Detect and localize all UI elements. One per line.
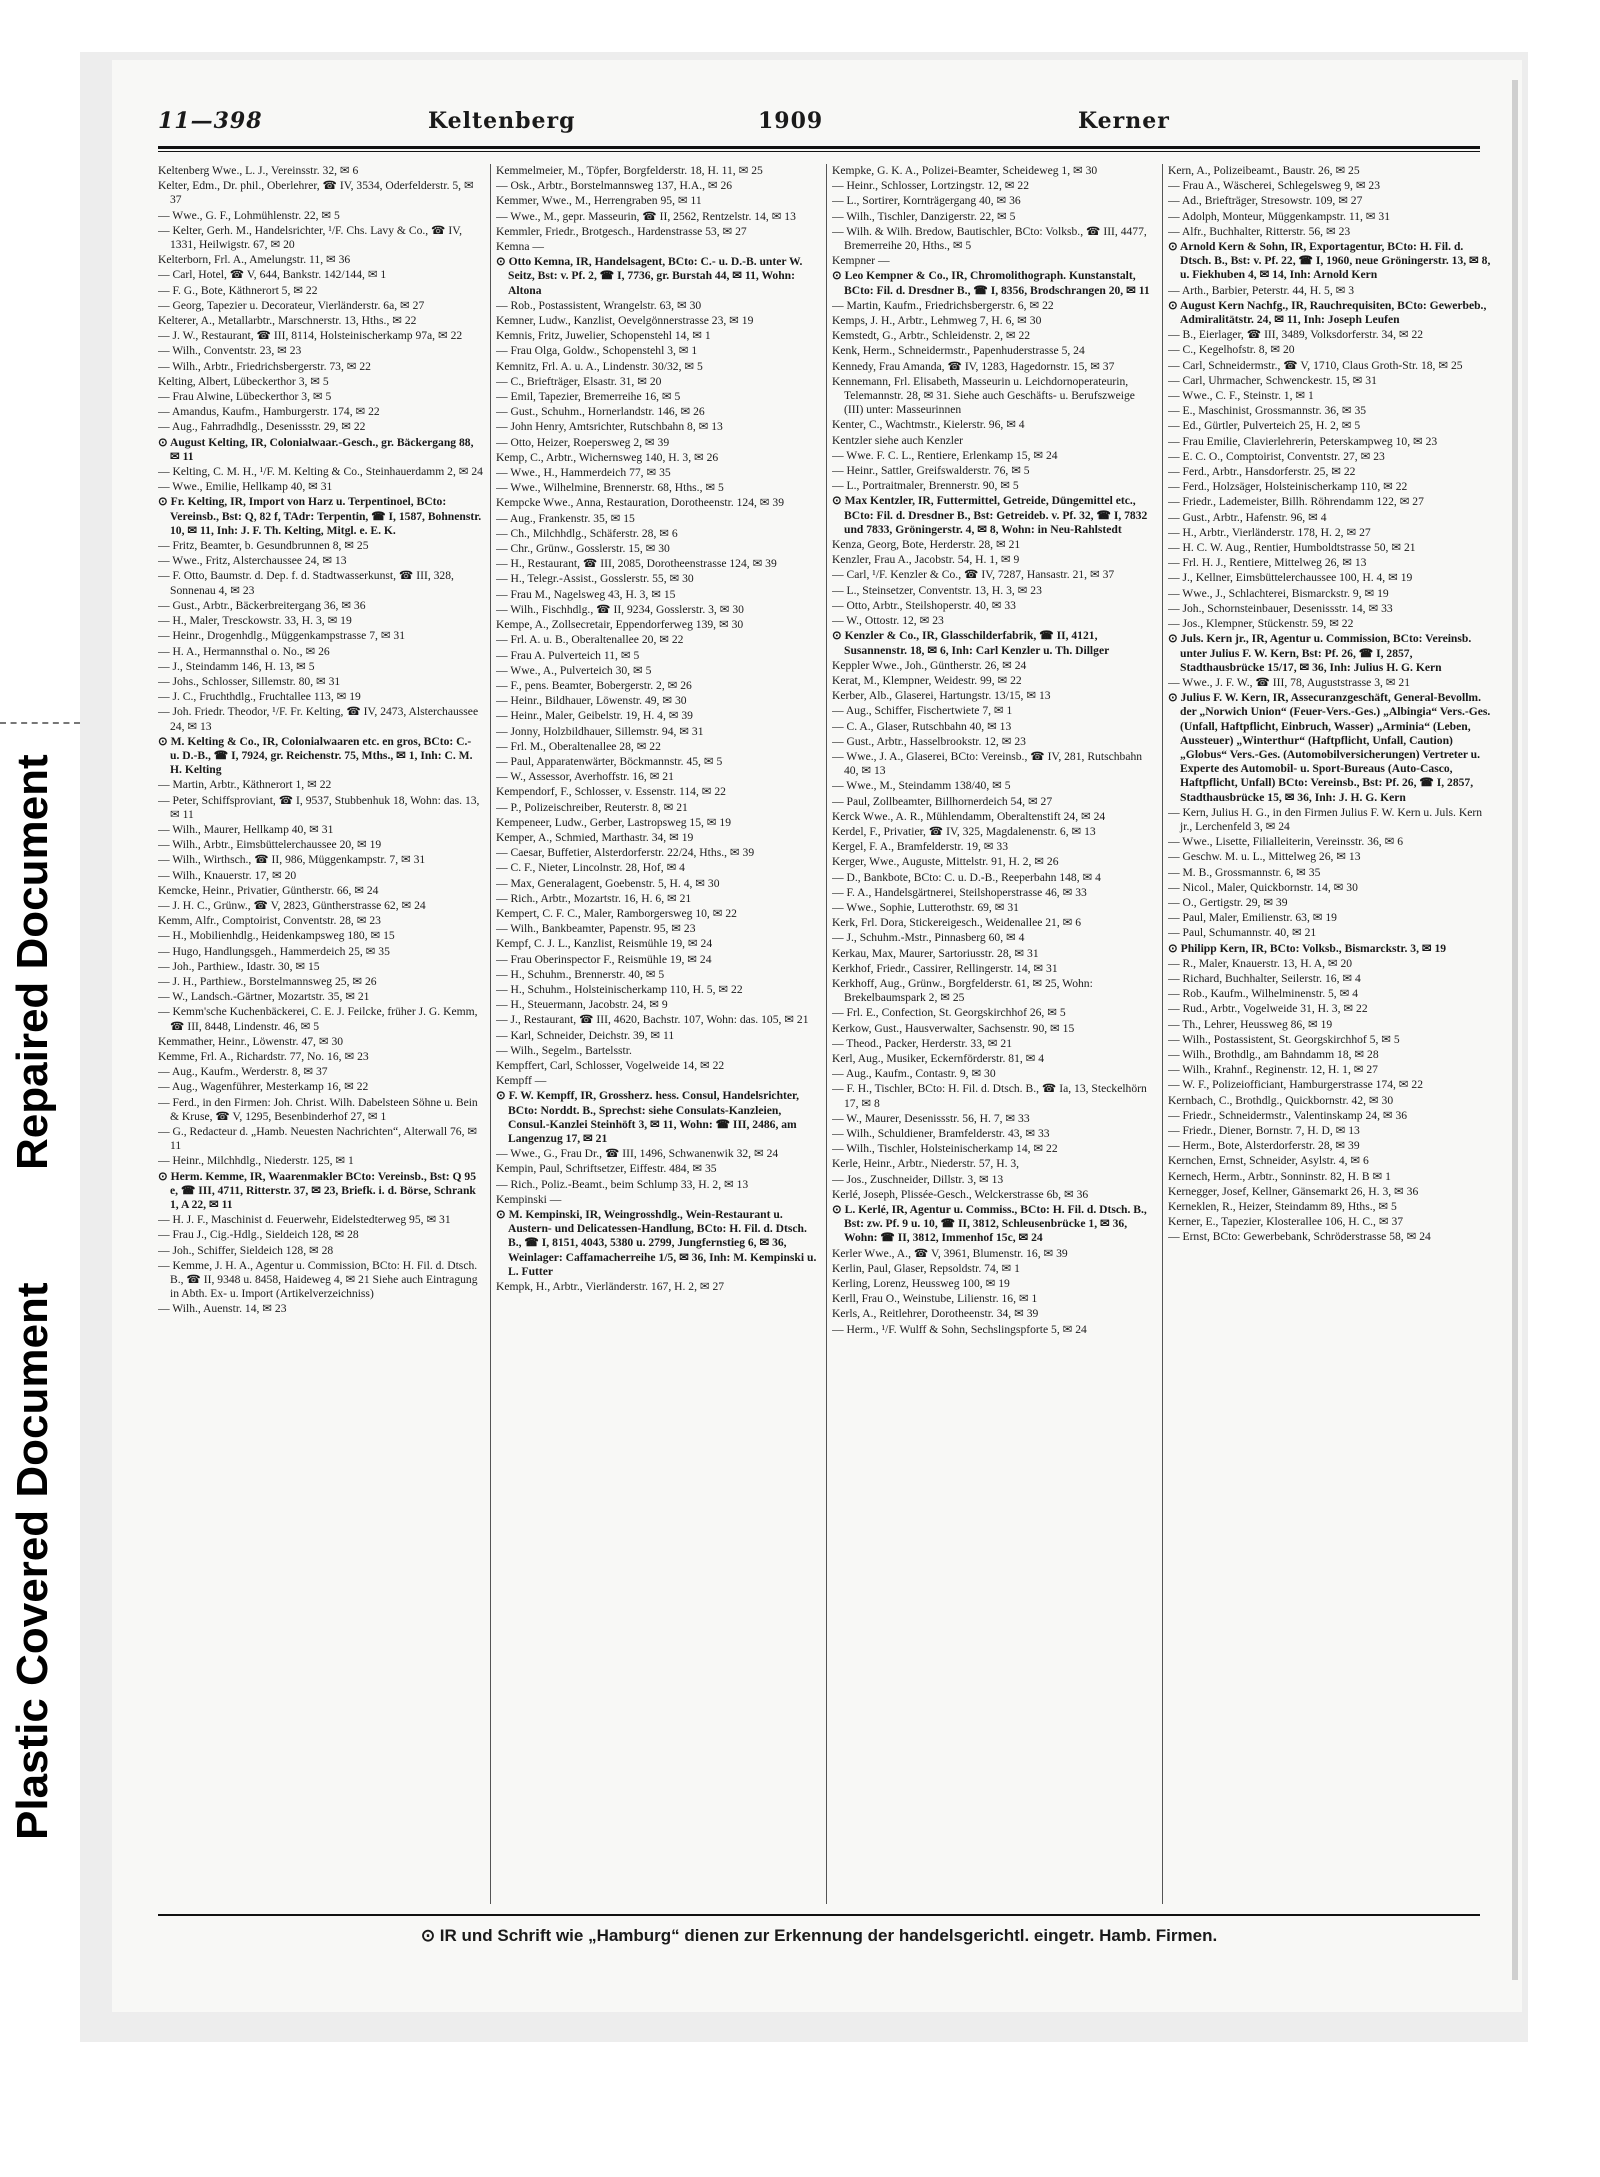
directory-entry: — Johs., Schlosser, Sillemstr. 80, ✉ 31 bbox=[158, 674, 341, 688]
directory-entry: — H., Schuhm., Brennerstr. 40, ✉ 5 bbox=[496, 967, 665, 981]
directory-entry: — Martin, Arbtr., Käthnerort 1, ✉ 22 bbox=[158, 778, 332, 792]
directory-entry: Kerkhoff, Aug., Grünw., Borgfelderstr. 61, ✉ 25, Wohn: Brekelbaumspark 2, ✉ 25 bbox=[832, 976, 1093, 1005]
directory-entry: — Friedr., Diener, Bornstr. 7, H. D, ✉ 13 bbox=[1168, 1124, 1360, 1137]
directory-entry: — B., Eierlager, ☎ III, 3489, Volksdorferstr. 34, ✉ 22 bbox=[1168, 328, 1424, 342]
divider-dashed bbox=[0, 722, 80, 724]
directory-entry: — Max, Generalagent, Goebenstr. 5, H. 4, ✉ 30 bbox=[496, 876, 720, 890]
directory-entry: — W., Assessor, Averhoffstr. 16, ✉ 21 bbox=[496, 770, 674, 784]
directory-entry: — Aug., Kaufm., Werderstr. 8, ✉ 37 bbox=[158, 1065, 328, 1079]
directory-entry: — C., Kegelhofstr. 8, ✉ 20 bbox=[1168, 343, 1295, 357]
directory-entry: Kemcke, Heinr., Privatier, Güntherstr. 66, ✉ 24 bbox=[158, 883, 379, 897]
directory-entry: Kemper, A., Schmied, Marthastr. 34, ✉ 19 bbox=[496, 830, 694, 844]
directory-entry: Kempke, G. K. A., Polizei-Beamter, Scheideweg 1, ✉ 30 bbox=[832, 164, 1098, 177]
directory-entry: — Caesar, Buffetier, Alsterdorferstr. 22/24, Hths., ✉ 39 bbox=[496, 846, 755, 860]
directory-entry: — Wwe., J. F. W., ☎ III, 78, Auguststrasse 3, ✉ 21 bbox=[1168, 675, 1411, 689]
directory-entry: Kenter, C., Wachtmstr., Kielerstr. 96, ✉ 4 bbox=[832, 418, 1025, 432]
directory-entry: — W., Landsch.-Gärtner, Mozartstr. 35, ✉ 21 bbox=[158, 990, 370, 1004]
directory-entry: — Heinr., Schlosser, Lortzingstr. 12, ✉ 22 bbox=[832, 179, 1029, 193]
directory-entry: — F. Otto, Baumstr. d. Dep. f. d. Stadtwasserkunst, ☎ III, 328, Sonnenau 4, ✉ 23 bbox=[158, 569, 454, 597]
directory-entry: — F. A., Handelsgärtnerei, Steilshoperstrasse 46, ✉ 33 bbox=[832, 885, 1087, 899]
directory-entry: — Wwe., Emilie, Hellkamp 40, ✉ 31 bbox=[158, 480, 333, 494]
directory-entry: ⊙ M. Kelting & Co., IR, Colonialwaaren etc. en gros, BCto: C.- u. D.-B., ☎ I, 7924, gr. Reichenstr. 75, Mths., ✉ 1, Inh: C. M. H. Kelting bbox=[158, 734, 473, 777]
directory-entry: — Wilh., Tischler, Danzigerstr. 22, ✉ 5 bbox=[832, 209, 1016, 223]
directory-entry: — Joh., Schornsteinbauer, Desenissstr. 14, ✉ 33 bbox=[1168, 601, 1393, 615]
column-divider bbox=[1162, 164, 1163, 1904]
directory-entry: Kernegger, Josef, Kellner, Gänsemarkt 26, H. 3, ✉ 36 bbox=[1168, 1184, 1419, 1198]
directory-entry: — Otto, Arbtr., Steilshoperstr. 40, ✉ 33 bbox=[832, 598, 1016, 612]
directory-entry: Kemnitz, Frl. A. u. A., Lindenstr. 30/32, ✉ 5 bbox=[496, 359, 703, 373]
directory-entry: — Amandus, Kaufm., Hamburgerstr. 174, ✉ 22 bbox=[158, 405, 380, 419]
directory-entry: — Joh., Schiffer, Sieldeich 128, ✉ 28 bbox=[158, 1243, 334, 1257]
directory-entry: — Frau Alwine, Lübeckerthor 3, ✉ 5 bbox=[158, 390, 332, 404]
directory-entry: — Fritz, Beamter, b. Gesundbrunnen 8, ✉ 25 bbox=[158, 539, 369, 553]
directory-entry: — E. C. O., Comptoirist, Conventstr. 27, ✉ 23 bbox=[1168, 449, 1385, 463]
repaired-document-label: Repaired Document bbox=[8, 754, 57, 1170]
directory-entry: — Emil, Tapezier, Bremerreihe 16, ✉ 5 bbox=[496, 390, 681, 404]
directory-entry: — Frau Emilie, Clavierlehrerin, Peterskampweg 10, ✉ 23 bbox=[1168, 434, 1438, 448]
directory-entry: — Aug., Schiffer, Fischertwiete 7, ✉ 1 bbox=[832, 704, 1013, 718]
directory-entry: — Wilh., Arbtr., Friedrichsbergerstr. 73, ✉ 22 bbox=[158, 359, 371, 373]
directory-entry: Kempk, H., Arbtr., Vierländerstr. 167, H. 2, ✉ 27 bbox=[496, 1280, 725, 1294]
plastic-covered-document-label: Plastic Covered Document bbox=[8, 1282, 57, 1840]
header-last-entry: Kerner bbox=[1078, 108, 1170, 134]
directory-entry: — Rich., Arbtr., Mozartstr. 16, H. 6, ✉ 21 bbox=[496, 891, 692, 905]
directory-entry: — Wilh., Conventstr. 23, ✉ 23 bbox=[158, 344, 302, 358]
directory-entry: Kemps, J. H., Arbtr., Lehmweg 7, H. 6, ✉ 30 bbox=[832, 314, 1042, 328]
directory-entry: — M. B., Grossmannstr. 6, ✉ 35 bbox=[1168, 865, 1321, 879]
directory-entry: Kenzler, Frau A., Jacobstr. 54, H. 1, ✉ 9 bbox=[832, 553, 1020, 567]
directory-entry: — Gust., Arbtr., Hafenstr. 96, ✉ 4 bbox=[1168, 510, 1327, 524]
directory-column-3 bbox=[832, 164, 1157, 1904]
directory-entry: — Kern, Julius H. G., in den Firmen Julius F. W. Kern u. Juls. Kern jr., Lerchenfeld 3, ✉ 24 bbox=[1168, 805, 1483, 833]
directory-entry: — Frl. E., Confection, St. Georgskirchhof 26, ✉ 5 bbox=[832, 1006, 1066, 1020]
directory-entry: Kennemann, Frl. Elisabeth, Masseurin u. Leichdornoperateurin, Telemannstr. 28, ✉ 31. Siehe auch Geschäfts- u. Berufszweige (III) unter: Masseurinnen bbox=[832, 374, 1135, 417]
directory-entry: ⊙ Herm. Kemme, IR, Waarenmakler BCto: Vereinsb., Bst: Q 95 e, ☎ III, 4711, Ritterstr. 37, ✉ 23, Briefk. i. d. Börse, Schrank 1, A 22, ✉ 11 bbox=[158, 1169, 477, 1212]
directory-entry: — L., Steinsetzer, Conventstr. 13, H. 3, ✉ 23 bbox=[832, 583, 1042, 597]
directory-entry: — Wwe., G., Frau Dr., ☎ III, 1496, Schwanenwik 32, ✉ 24 bbox=[496, 1147, 779, 1161]
directory-entry: Kergel, F. A., Bramfelderstr. 19, ✉ 33 bbox=[832, 840, 1009, 854]
directory-entry: Kempendorf, F., Schlosser, v. Essenstr. 114, ✉ 22 bbox=[496, 785, 726, 799]
directory-entry: — Jos., Zuschneider, Dillstr. 3, ✉ 13 bbox=[832, 1172, 1004, 1186]
directory-entry: — Joh., Parthiew., Idastr. 30, ✉ 15 bbox=[158, 959, 320, 973]
directory-entry: — Wwe., C. F., Steinstr. 1, ✉ 1 bbox=[1168, 389, 1314, 403]
directory-entry: — D., Bankbote, BCto: C. u. D.-B., Reeperbahn 148, ✉ 4 bbox=[832, 870, 1101, 884]
directory-entry: Kerkau, Max, Maurer, Sartoriusstr. 28, ✉ 31 bbox=[832, 946, 1039, 960]
directory-entry: — Wwe., Fritz, Alsterchaussee 24, ✉ 13 bbox=[158, 554, 347, 568]
header-year: 1909 bbox=[758, 108, 824, 134]
directory-entry: — Frl. A. u. B., Oberaltenallee 20, ✉ 22 bbox=[496, 633, 684, 647]
directory-entry: — Alfr., Buchhalter, Ritterstr. 56, ✉ 23 bbox=[1168, 224, 1351, 238]
directory-entry: — L., Sortirer, Kornträgergang 40, ✉ 36 bbox=[832, 194, 1021, 208]
directory-entry: — Aug., Wagenführer, Mesterkamp 16, ✉ 22 bbox=[158, 1080, 369, 1094]
directory-entry: Kempinski — bbox=[496, 1192, 562, 1206]
directory-entry: Kerdel, F., Privatier, ☎ IV, 325, Magdalenenstr. 6, ✉ 13 bbox=[832, 824, 1096, 838]
directory-entry: — Rob., Postassistent, Wrangelstr. 63, ✉ 30 bbox=[496, 298, 702, 312]
directory-entry: — Ch., Milchhdlg., Schäferstr. 28, ✉ 6 bbox=[496, 526, 678, 540]
directory-entry: — Herm., ¹/F. Wulff & Sohn, Sechslingspforte 5, ✉ 24 bbox=[832, 1322, 1087, 1336]
directory-entry: Kempcke Wwe., Anna, Restauration, Dorotheenstr. 124, ✉ 39 bbox=[496, 496, 785, 510]
directory-entry: — H., Schuhm., Holsteinischerkamp 110, H. 5, ✉ 22 bbox=[496, 982, 743, 996]
directory-entry: — Wilh., Knauerstr. 17, ✉ 20 bbox=[158, 868, 297, 882]
directory-entry: — Wilh. & Wilh. Bredow, Bautischler, BCto: Volksb., ☎ III, 4477, Bremerreihe 20, Hths., ✉ 5 bbox=[832, 224, 1147, 253]
directory-entry: — H. J. F., Maschinist d. Feuerwehr, Eidelstedterweg 95, ✉ 31 bbox=[158, 1213, 451, 1227]
directory-entry: — Aug., Frankenstr. 35, ✉ 15 bbox=[496, 511, 635, 525]
directory-entry: Kerck Wwe., A. R., Mühlendamm, Oberaltenstift 24, ✉ 24 bbox=[832, 809, 1106, 823]
directory-entry: ⊙ Arnold Kern & Sohn, IR, Exportagentur, BCto: H. Fil. d. Dtsch. B., Bst: v. Pf. 22, ☎ I, 1960, neue Gröningerstr. 13, ✉ 8, u. Fiekhuben 4, ✉ 14, Inh: Arnold Kern bbox=[1168, 240, 1491, 282]
directory-entry: — Paul, Zollbeamter, Billhornerdeich 54, ✉ 27 bbox=[832, 794, 1053, 808]
page-number: 11—398 bbox=[158, 108, 263, 134]
directory-entry: ⊙ Fr. Kelting, IR, Import von Harz u. Terpentinoel, BCto: Vereinsb., Bst: Q, 82 f, TAdr: Terpentin, ☎ I, 1587, Bohnenstr. 10, ✉ 11, Inh: J. F. Th. Kelting, Mitgl. e. E. K. bbox=[158, 495, 482, 537]
directory-entry: — Frau A. Pulverteich 11, ✉ 5 bbox=[496, 648, 640, 662]
directory-entry: Kemstedt, G., Arbtr., Schleidenstr. 2, ✉ 22 bbox=[832, 329, 1031, 343]
directory-entry: — Karl, Schneider, Deichstr. 39, ✉ 11 bbox=[496, 1028, 675, 1042]
directory-entry: — Otto, Heizer, Roepersweg 2, ✉ 39 bbox=[496, 435, 670, 449]
column-divider bbox=[826, 164, 827, 1904]
directory-entry: — C. A., Glaser, Rutschbahn 40, ✉ 13 bbox=[832, 719, 1012, 733]
directory-entry: — W., Ottostr. 12, ✉ 23 bbox=[832, 614, 944, 628]
directory-entry: — H., Maler, Tresckowstr. 33, H. 3, ✉ 19 bbox=[158, 614, 352, 628]
directory-entry: — Heinr., Bildhauer, Löwenstr. 49, ✉ 30 bbox=[496, 694, 687, 708]
directory-entry: — W., Maurer, Desenissstr. 56, H. 7, ✉ 33 bbox=[832, 1111, 1030, 1125]
directory-entry: Kerkow, Gust., Hausverwalter, Sachsenstr. 90, ✉ 15 bbox=[832, 1021, 1075, 1035]
directory-entry: Kemmler, Friedr., Brotgesch., Hardenstrasse 53, ✉ 27 bbox=[496, 224, 747, 238]
sidebar-margin bbox=[0, 0, 80, 2177]
directory-entry: — Friedr., Schneidermstr., Valentinskamp 24, ✉ 36 bbox=[1168, 1108, 1408, 1122]
directory-entry: Kemme, Frl. A., Richardstr. 77, No. 16, ✉ 23 bbox=[158, 1049, 369, 1063]
directory-entry: — Richard, Buchhalter, Seilerstr. 16, ✉ 4 bbox=[1168, 971, 1361, 985]
directory-entry: Kerling, Lorenz, Heussweg 100, ✉ 19 bbox=[832, 1277, 1010, 1291]
directory-entry: — J., Schuhm.-Mstr., Pinnasberg 60, ✉ 4 bbox=[832, 931, 1025, 945]
directory-entry: — Nicol., Maler, Quickbornstr. 14, ✉ 30 bbox=[1168, 880, 1358, 894]
directory-entry: Kenza, Georg, Bote, Herderstr. 28, ✉ 21 bbox=[832, 538, 1021, 552]
directory-entry: Kelter, Edm., Dr. phil., Oberlehrer, ☎ IV, 3534, Oderfelderstr. 5, ✉ 37 bbox=[158, 179, 474, 207]
directory-entry: Kempe, A., Zollsecretair, Eppendorferweg 139, ✉ 30 bbox=[496, 618, 744, 632]
directory-entry: — Ad., Briefträger, Stresowstr. 109, ✉ 27 bbox=[1168, 194, 1363, 208]
directory-entry: Kennedy, Frau Amanda, ☎ IV, 1283, Hagedornstr. 15, ✉ 37 bbox=[832, 359, 1115, 373]
directory-entry: — Rud., Arbtr., Vogelweide 31, H. 3, ✉ 22 bbox=[1168, 1002, 1368, 1016]
directory-entry: — Aug., Fahrradhdlg., Desenissstr. 29, ✉ 22 bbox=[158, 420, 366, 434]
directory-entry: — Wilh., Auenstr. 14, ✉ 23 bbox=[158, 1302, 287, 1316]
directory-entry: — Frl. M., Oberaltenallee 28, ✉ 22 bbox=[496, 739, 661, 753]
directory-entry: — Wilh., Wirthsch., ☎ II, 986, Müggenkampstr. 7, ✉ 31 bbox=[158, 853, 426, 867]
directory-entry: Kerneklen, R., Heizer, Steindamm 89, Hths., ✉ 5 bbox=[1168, 1200, 1397, 1214]
directory-entry: Kerk, Frl. Dora, Stickereigesch., Weidenallee 21, ✉ 6 bbox=[832, 916, 1082, 930]
directory-entry: — Frau Oberinspector F., Reismühle 19, ✉ 24 bbox=[496, 952, 712, 966]
directory-entry: — Paul, Apparatenwärter, Böckmannstr. 45, ✉ 5 bbox=[496, 754, 723, 768]
directory-entry: Kernbach, C., Brothdlg., Quickbornstr. 42, ✉ 30 bbox=[1168, 1093, 1394, 1107]
directory-entry: Kerls, A., Reitlehrer, Dorotheenstr. 34, ✉ 39 bbox=[832, 1307, 1039, 1321]
directory-entry: Kerlé, Joseph, Plissée-Gesch., Welckerstrasse 6b, ✉ 36 bbox=[832, 1187, 1089, 1201]
directory-entry: — Heinr., Sattler, Greifswalderstr. 76, ✉ 5 bbox=[832, 464, 1030, 478]
directory-entry: — Paul, Maler, Emilienstr. 63, ✉ 19 bbox=[1168, 911, 1337, 925]
directory-entry: — Ferd., in den Firmen: Joh. Christ. Wilh. Dabelsteen Söhne u. Bein & Kruse, ☎ V, 1295, Besenbinderhof 27, ✉ 1 bbox=[158, 1095, 478, 1123]
directory-entry: — C., Briefträger, Elsastr. 31, ✉ 20 bbox=[496, 374, 662, 388]
directory-entry: — J. H. C., Grünw., ☎ V, 2823, Güntherstrasse 62, ✉ 24 bbox=[158, 898, 426, 912]
directory-entry: — Rich., Poliz.-Beamt., beim Schlump 33, H. 2, ✉ 13 bbox=[496, 1177, 749, 1191]
directory-entry: — J., Kellner, Eimsbüttelerchaussee 100, H. 4, ✉ 19 bbox=[1168, 571, 1413, 585]
directory-entry: — Wwe., M., gepr. Masseurin, ☎ II, 2562, Rentzelstr. 14, ✉ 13 bbox=[496, 209, 796, 223]
header-first-entry: Keltenberg bbox=[428, 108, 576, 134]
directory-entry: Kemmather, Heinr., Löwenstr. 47, ✉ 30 bbox=[158, 1034, 344, 1048]
directory-entry: — Kelting, C. M. H., ¹/F. M. Kelting & Co., Steinhauerdamm 2, ✉ 24 bbox=[158, 465, 483, 479]
directory-entry: — Wwe., M., Steindamm 138/40, ✉ 5 bbox=[832, 779, 1011, 793]
directory-entry: — Paul, Schumannstr. 40, ✉ 21 bbox=[1168, 926, 1317, 940]
directory-entry: Kentzler siehe auch Kenzler bbox=[832, 433, 964, 447]
directory-entry: — Hugo, Handlungsgeh., Hammerdeich 25, ✉ 35 bbox=[158, 944, 390, 958]
directory-entry: — Frau M., Nagelsweg 43, H. 3, ✉ 15 bbox=[496, 587, 676, 601]
directory-entry: Kempf, C. J. L., Kanzlist, Reismühle 19, ✉ 24 bbox=[496, 937, 713, 951]
directory-entry: — F. H., Tischler, BCto: H. Fil. d. Dtsch. B., ☎ Ia, 13, Steckelhörn 17, ✉ 8 bbox=[832, 1082, 1147, 1110]
directory-entry: — O., Gertigstr. 29, ✉ 39 bbox=[1168, 895, 1288, 909]
directory-entry: — Wilh., Brothdlg., am Bahndamm 18, ✉ 28 bbox=[1168, 1047, 1379, 1061]
directory-entry: — Rob., Kaufm., Wilhelminenstr. 5, ✉ 4 bbox=[1168, 987, 1359, 1001]
directory-entry: Kernech, Herm., Arbtr., Sonninstr. 82, H. B ✉ 1 bbox=[1168, 1169, 1391, 1183]
directory-column-1 bbox=[158, 164, 483, 1904]
directory-entry: Kenk, Herm., Schneidermstr., Papenhuderstrasse 5, 24 bbox=[832, 344, 1085, 358]
directory-entry: Kempner — bbox=[832, 254, 890, 268]
directory-entry: — Ed., Gürtler, Pulverteich 25, H. 2, ✉ 5 bbox=[1168, 419, 1361, 433]
directory-entry: — F. G., Bote, Käthnerort 5, ✉ 22 bbox=[158, 283, 318, 297]
directory-entry: — H., Telegr.-Assist., Gosslerstr. 55, ✉ 30 bbox=[496, 572, 694, 586]
directory-entry: ⊙ F. W. Kempff, IR, Grossherz. hess. Consul, Handelsrichter, BCto: Norddt. B., Sprechst: siehe Consulats-Kanzleien, Consul.-Kanzlei Steinhöft 3, ✉ 11, Wohn: ☎ III, 2486, am Langenzug 17, ✉ 21 bbox=[496, 1089, 800, 1145]
column-divider bbox=[490, 164, 491, 1904]
directory-entry: — Frau J., Cig.-Hdlg., Sieldeich 128, ✉ 28 bbox=[158, 1228, 359, 1242]
directory-entry: — John Henry, Amtsrichter, Rutschbahn 8, ✉ 13 bbox=[496, 420, 723, 434]
directory-entry: Kerl, Aug., Musiker, Eckernförderstr. 81, ✉ 4 bbox=[832, 1051, 1045, 1065]
directory-entry: — Kemm'sche Kuchenbäckerei, C. E. J. Feilcke, früher J. G. Kemm, ☎ III, 8448, Lindenstr. 46, ✉ 5 bbox=[158, 1005, 478, 1033]
directory-entry: Kerber, Alb., Glaserei, Hartungstr. 13/15, ✉ 13 bbox=[832, 689, 1051, 703]
directory-entry: — Georg, Tapezier u. Decorateur, Vierländerstr. 6a, ✉ 27 bbox=[158, 298, 425, 312]
directory-entry: — Carl, Uhrmacher, Schwenckestr. 15, ✉ 31 bbox=[1168, 373, 1377, 387]
directory-entry: — Wwe., G. F., Lohmühlenstr. 22, ✉ 5 bbox=[158, 208, 340, 222]
directory-entry: — P., Polizeischreiber, Reuterstr. 8, ✉ 21 bbox=[496, 800, 688, 814]
directory-entry: — Wwe., Lisette, Filialleiterin, Vereinsstr. 36, ✉ 6 bbox=[1168, 835, 1404, 849]
directory-entry: — Peter, Schiffsproviant, ☎ I, 9537, Stubbenhuk 18, Wohn: das. 13, ✉ 11 bbox=[158, 793, 480, 821]
directory-entry: — H., Restaurant, ☎ III, 2085, Dorotheenstrasse 124, ✉ 39 bbox=[496, 557, 777, 571]
directory-entry: Kelterer, A., Metallarbtr., Marschnerstr. 13, Hths., ✉ 22 bbox=[158, 314, 417, 328]
directory-entry: Kerkhof, Friedr., Cassirer, Rellingerstr. 14, ✉ 31 bbox=[832, 961, 1058, 975]
directory-entry: — Friedr., Lademeister, Billh. Röhrendamm 122, ✉ 27 bbox=[1168, 495, 1424, 509]
directory-entry: — Wwe. F. C. L., Rentiere, Erlenkamp 15, ✉ 24 bbox=[832, 448, 1058, 462]
directory-entry: Kerger, Wwe., Auguste, Mittelstr. 91, H. 2, ✉ 26 bbox=[832, 855, 1059, 869]
directory-entry: — Joh. Friedr. Theodor, ¹/F. Fr. Kelting, ☎ IV, 2473, Alsterchaussee 24, ✉ 13 bbox=[158, 705, 479, 733]
directory-entry: Kerner, E., Tapezier, Klosterallee 106, H. C., ✉ 37 bbox=[1168, 1215, 1404, 1229]
directory-entry: — Wwe., A., Pulverteich 30, ✉ 5 bbox=[496, 663, 652, 677]
directory-entry: ⊙ Kenzler & Co., IR, Glasschilderfabrik, ☎ II, 4121, Susannenstr. 18, ✉ 6, Inh: Carl Kenzler u. Th. Dillger bbox=[832, 629, 1110, 657]
directory-entry: Kemner, Ludw., Kanzlist, Oevelgönnerstrasse 23, ✉ 19 bbox=[496, 314, 754, 328]
directory-entry: — Ernst, BCto: Gewerbebank, Schröderstrasse 58, ✉ 24 bbox=[1168, 1230, 1431, 1244]
directory-entry: — J. W., Restaurant, ☎ III, 8114, Holsteinischerkamp 97a, ✉ 22 bbox=[158, 329, 463, 343]
directory-entry: — Carl, Hotel, ☎ V, 644, Bankstr. 142/144, ✉ 1 bbox=[158, 268, 387, 282]
directory-entry: — Wwe., H., Hammerdeich 77, ✉ 35 bbox=[496, 466, 671, 480]
directory-entry: — Heinr., Drogenhdlg., Müggenkampstrasse 7, ✉ 31 bbox=[158, 629, 406, 643]
directory-entry: — Jos., Klempner, Stückenstr. 59, ✉ 22 bbox=[1168, 617, 1354, 631]
directory-entry: — W. F., Polizeiofficiant, Hamburgerstrasse 174, ✉ 22 bbox=[1168, 1078, 1424, 1092]
directory-entry: Kerler Wwe., A., ☎ V, 3961, Blumenstr. 16, ✉ 39 bbox=[832, 1246, 1068, 1260]
directory-entry: — Wilh., Tischler, Holsteinischerkamp 14, ✉ 22 bbox=[832, 1142, 1058, 1156]
directory-entry: — Gust., Arbtr., Hasselbrookstr. 12, ✉ 23 bbox=[832, 734, 1026, 748]
directory-entry: Kempeneer, Ludw., Gerber, Lastropsweg 15, ✉ 19 bbox=[496, 815, 732, 829]
directory-entry: — Gust., Arbtr., Bäckerbreitergang 36, ✉ 36 bbox=[158, 598, 366, 612]
directory-entry: ⊙ August Kelting, IR, Colonialwaar.-Gesch., gr. Bäckergang 88, ✉ 11 bbox=[158, 435, 474, 463]
directory-entry: ⊙ Otto Kemna, IR, Handelsagent, BCto: C.- u. D.-B. unter W. Seitz, Bst: v. Pf. 2, ☎ I, 7736, gr. Burstah 44, ✉ 11, Wohn: Altona bbox=[496, 255, 803, 297]
directory-entry: — H., Mobilienhdlg., Heidenkampsweg 180, ✉ 15 bbox=[158, 929, 395, 943]
directory-entry: — F., pens. Beamter, Bobergerstr. 2, ✉ 26 bbox=[496, 678, 692, 692]
directory-entry: ⊙ Max Kentzler, IR, Futtermittel, Getreide, Düngemittel etc., BCto: Fil. d. Dresdner B., Bst: Getreideb. v. Pf. 32, ☎ I, 7832 und 7833, Gröningerstr. 4, ✉ 8, Wohn: in Neu-Rahlstedt bbox=[832, 494, 1148, 536]
directory-entry: Kerle, Heinr., Arbtr., Niederstr. 57, H. 3, bbox=[832, 1157, 1020, 1171]
directory-entry: — Wilh., Schuldiener, Bramfelderstr. 43, ✉ 33 bbox=[832, 1127, 1050, 1140]
directory-entry: — Herm., Bote, Alsterdorferstr. 28, ✉ 39 bbox=[1168, 1139, 1360, 1153]
directory-entry: ⊙ Philipp Kern, IR, BCto: Volksb., Bismarckstr. 3, ✉ 19 bbox=[1168, 941, 1447, 955]
directory-entry: Kemnis, Fritz, Juwelier, Schopenstehl 14, ✉ 1 bbox=[496, 329, 711, 343]
directory-entry: — Gust., Schuhm., Hornerlandstr. 146, ✉ 26 bbox=[496, 405, 705, 419]
page-header bbox=[158, 108, 1488, 138]
directory-entry: — Frl. H. J., Rentiere, Mittelweg 26, ✉ 13 bbox=[1168, 556, 1367, 570]
directory-entry: — Frau Olga, Goldw., Schopenstehl 3, ✉ 1 bbox=[496, 344, 698, 358]
directory-entry: — Geschw. M. u. L., Mittelweg 26, ✉ 13 bbox=[1168, 850, 1361, 864]
directory-entry: Kernchen, Ernst, Schneider, Asylstr. 4, ✉ 6 bbox=[1168, 1154, 1369, 1168]
directory-entry: — H. C. W. Aug., Rentier, Humboldtstrasse 50, ✉ 21 bbox=[1168, 541, 1416, 555]
header-rule bbox=[158, 146, 1480, 149]
footer-rule bbox=[158, 1914, 1480, 1916]
directory-entry: — Wilh., Maurer, Hellkamp 40, ✉ 31 bbox=[158, 822, 334, 836]
directory-entry: — Carl, ¹/F. Kenzler & Co., ☎ IV, 7287, Hansastr. 21, ✉ 37 bbox=[832, 568, 1115, 582]
directory-entry: Kemm, Alfr., Comptoirist, Conventstr. 28, ✉ 23 bbox=[158, 914, 381, 928]
directory-entry: Kempffert, Carl, Schlosser, Vogelweide 14, ✉ 22 bbox=[496, 1058, 725, 1072]
directory-entry: Kerlin, Paul, Glaser, Repsoldstr. 74, ✉ 1 bbox=[832, 1261, 1020, 1275]
directory-entry: — J., Steindamm 146, H. 13, ✉ 5 bbox=[158, 659, 315, 673]
directory-entry: Kemna — bbox=[496, 240, 544, 254]
directory-entry: Kempert, C. F. C., Maler, Ramborgersweg 10, ✉ 22 bbox=[496, 906, 737, 920]
page-edge bbox=[1512, 80, 1518, 1980]
directory-entry: Kemmelmeier, M., Töpfer, Borgfelderstr. 18, H. 11, ✉ 25 bbox=[496, 164, 763, 177]
directory-entry: Kemmer, Wwe., M., Herrengraben 95, ✉ 11 bbox=[496, 194, 702, 208]
directory-entry: — Wilh., Arbtr., Eimsbüttelerchaussee 20, ✉ 19 bbox=[158, 838, 382, 852]
directory-entry: — Wwe., J., Schlachterei, Bismarckstr. 9, ✉ 19 bbox=[1168, 586, 1389, 600]
directory-entry: Kern, A., Polizeibeamt., Baustr. 26, ✉ 25 bbox=[1168, 164, 1360, 177]
directory-entry: — Wilh., Krahnf., Reginenstr. 12, H. 1, ✉ 27 bbox=[1168, 1063, 1378, 1077]
directory-entry: Keppler Wwe., Joh., Güntherstr. 26, ✉ 24 bbox=[832, 658, 1027, 672]
directory-entry: — J., Restaurant, ☎ III, 4620, Bachstr. 107, Wohn: das. 105, ✉ 21 bbox=[496, 1013, 809, 1027]
directory-entry: — H., Arbtr., Vierländerstr. 178, H. 2, ✉ 27 bbox=[1168, 525, 1371, 539]
directory-column-2 bbox=[496, 164, 821, 1904]
header-rule-thin bbox=[158, 151, 1480, 152]
directory-entry: — Th., Lehrer, Heussweg 86, ✉ 19 bbox=[1168, 1017, 1333, 1031]
directory-entry: — Wilh., Segelm., Bartelsstr. bbox=[496, 1043, 632, 1057]
directory-entry: — Wilh., Bankbeamter, Papenstr. 95, ✉ 23 bbox=[496, 922, 696, 936]
directory-entry: — G., Redacteur d. „Hamb. Neuesten Nachrichten“, Alterwall 76, ✉ 11 bbox=[158, 1125, 478, 1153]
directory-entry: — E., Maschinist, Grossmannstr. 36, ✉ 35 bbox=[1168, 404, 1367, 418]
directory-entry: — Wwe., Sophie, Lutterothstr. 69, ✉ 31 bbox=[832, 900, 1019, 914]
directory-entry: — J. C., Fruchthdlg., Fruchtallee 113, ✉ 19 bbox=[158, 690, 361, 704]
directory-entry: — Ferd., Arbtr., Hansdorferstr. 25, ✉ 22 bbox=[1168, 465, 1356, 479]
directory-entry: — L., Portraitmaler, Brennerstr. 90, ✉ 5 bbox=[832, 479, 1019, 493]
directory-entry: — Martin, Kaufm., Friedrichsbergerstr. 6, ✉ 22 bbox=[832, 298, 1054, 312]
directory-entry: — Adolph, Monteur, Müggenkampstr. 11, ✉ 31 bbox=[1168, 209, 1391, 223]
directory-entry: — Wwe., J. A., Glaserei, BCto: Vereinsb., ☎ IV, 281, Rutschbahn 40, ✉ 13 bbox=[832, 749, 1143, 778]
directory-entry: — R., Maler, Knauerstr. 13, H. A, ✉ 20 bbox=[1168, 956, 1353, 970]
directory-entry: Kempin, Paul, Schriftsetzer, Eiffestr. 484, ✉ 35 bbox=[496, 1162, 717, 1176]
directory-entry: — Theod., Packer, Herderstr. 33, ✉ 21 bbox=[832, 1036, 1013, 1050]
directory-entry: Kelting, Albert, Lübeckerthor 3, ✉ 5 bbox=[158, 374, 329, 388]
directory-entry: — J. H., Parthiew., Borstelmannsweg 25, ✉ 26 bbox=[158, 974, 377, 988]
directory-entry: — Ferd., Holzsäger, Holsteinischerkamp 110, ✉ 22 bbox=[1168, 480, 1408, 494]
directory-entry: ⊙ Juls. Kern jr., IR, Agentur u. Commission, BCto: Vereinsb. unter Julius F. W. Kern, Bst: Pf. 26, ☎ I, 2857, Stadthausbrücke 15/17, ✉ 36, Inh: Julius H. G. Kern bbox=[1168, 632, 1472, 674]
directory-entry: — Wilh., Postassistent, St. Georgskirchhof 5, ✉ 5 bbox=[1168, 1032, 1400, 1046]
directory-column-4 bbox=[1168, 164, 1493, 1904]
directory-entry: — Wwe., Wilhelmine, Brennerstr. 68, Hths., ✉ 5 bbox=[496, 481, 724, 495]
directory-entry: — Carl, Schneidermstr., ☎ V, 1710, Claus Groth-Str. 18, ✉ 25 bbox=[1168, 358, 1463, 372]
directory-entry: Kerat, M., Klempner, Weidestr. 99, ✉ 22 bbox=[832, 673, 1022, 687]
directory-entry: — Kemme, J. H. A., Agentur u. Commission, BCto: H. Fil. d. Dtsch. B., ☎ II, 9348 u. 8458, Haideweg 4, ✉ 21 Siehe auch Eintragung in Abth. Ex- u. Import (Artikelverzeichniss) bbox=[158, 1258, 478, 1301]
directory-entry: — Jonny, Holzbildhauer, Sillemstr. 94, ✉ 31 bbox=[496, 724, 704, 738]
directory-entry: — H., Steuermann, Jacobstr. 24, ✉ 9 bbox=[496, 998, 668, 1012]
directory-entry: — Wilh., Fischhdlg., ☎ II, 9234, Gosslerstr. 3, ✉ 30 bbox=[496, 602, 744, 616]
directory-entry: — Heinr., Milchhdlg., Niederstr. 125, ✉ 1 bbox=[158, 1154, 354, 1168]
directory-entry: Keltenberg Wwe., L. J., Vereinsstr. 32, ✉ 6 bbox=[158, 164, 359, 177]
directory-entry: — Heinr., Maler, Geibelstr. 19, H. 4, ✉ 39 bbox=[496, 709, 693, 723]
directory-entry: Kelterborn, Frl. A., Amelungstr. 11, ✉ 36 bbox=[158, 253, 351, 267]
directory-entry: ⊙ M. Kempinski, IR, Weingrosshdlg., Wein-Restaurant u. Austern- und Delicatessen-Handlung, BCto: H. Fil. d. Dtsch. B., ☎ I, 8151, 4043, 5380 u. 2799, Jungfernstieg 6, ✉ 36, Weinlager: Caffamacherreihe 1/5, ✉ 36, Inh: M. Kempinski u. L. Futter bbox=[496, 1208, 817, 1278]
directory-entry: — H. A., Hermannsthal o. No., ✉ 26 bbox=[158, 644, 330, 658]
footer-note: ⊙ IR und Schrift wie „Hamburg“ dienen zur Erkennung der handelsgerichtl. eingetr. Hamb. Firmen. bbox=[420, 1926, 1218, 1945]
directory-entry: ⊙ August Kern Nachfg., IR, Rauchrequisiten, BCto: Gewerbeb., Admiralitätstr. 24, ✉ 11, Inh: Joseph Leufen bbox=[1168, 298, 1487, 327]
directory-entry: Kemp, C., Arbtr., Wichernsweg 140, H. 3, ✉ 26 bbox=[496, 450, 719, 464]
directory-entry: ⊙ Leo Kempner & Co., IR, Chromolithograph. Kunstanstalt, BCto: Fil. d. Dresdner B., ☎ I, 8356, Brodschrangen 20, ✉ 11 bbox=[832, 269, 1150, 297]
directory-entry: — Aug., Kaufm., Contastr. 9, ✉ 30 bbox=[832, 1067, 996, 1081]
directory-entry: — Arth., Barbier, Peterstr. 44, H. 5, ✉ 3 bbox=[1168, 283, 1355, 297]
directory-entry: ⊙ Julius F. W. Kern, IR, Assecuranzgeschäft, General-Bevollm. der „Norwich Union“ (Feuer-Vers.-Ges.) „Albingia“ Vers.-Ges. (Unfall, Haftpflicht, Einbruch, Wasser) „Arminia“ (Leben, Aussteuer) „Winterthur“ (Haftpflicht, Unfall, Caution) „Globus“ Vers.-Ges. (Automobilversicherungen) Vertreter u. Experte des Automobil- u. Sport-Bureaus (Auto-Casco, Haftpflicht, Unfall) BCto: Vereinsb., Bst: Pf. 26, ☎ I, 2857, Stadthausbrücke 15, ✉ 36, Inh: J. H. G. Kern bbox=[1168, 691, 1491, 804]
directory-entry: — Osk., Arbtr., Borstelmannsweg 137, H.A., ✉ 26 bbox=[496, 179, 733, 193]
directory-entry: — Chr., Grünw., Gosslerstr. 15, ✉ 30 bbox=[496, 542, 670, 556]
directory-entry: — C. F., Nieter, Lincolnstr. 28, Hof, ✉ 4 bbox=[496, 861, 685, 875]
directory-entry: — Kelter, Gerh. M., Handelsrichter, ¹/F. Chs. Lavy & Co., ☎ IV, 1331, Heilwigstr. 67, ✉ 20 bbox=[158, 223, 463, 252]
directory-entry: Kerll, Frau O., Weinstube, Lilienstr. 16, ✉ 1 bbox=[832, 1292, 1038, 1306]
directory-entry: Kempff — bbox=[496, 1074, 547, 1088]
directory-entry: ⊙ L. Kerlé, IR, Agentur u. Commiss., BCto: H. Fil. d. Dtsch. B., Bst: zw. Pf. 9 u. 10, ☎ II, 3812, Schleusenbrücke 1, ✉ 36, Wohn: ☎ II, 3812, Immenhof 15c, ✉ 24 bbox=[832, 1203, 1147, 1245]
directory-entry: — Frau A., Wäscherei, Schlegelsweg 9, ✉ 23 bbox=[1168, 179, 1381, 193]
